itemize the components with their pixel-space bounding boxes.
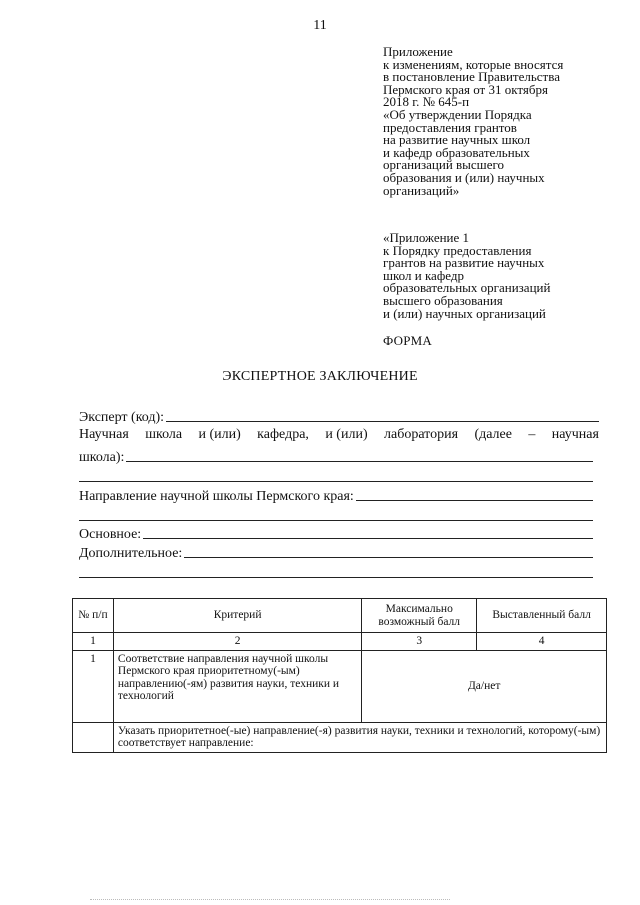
note-number-cell: [73, 722, 114, 752]
school-label-line: [79, 427, 599, 443]
school-word: научная: [551, 427, 599, 442]
appendix-line: организаций»: [383, 182, 460, 198]
school-word: и (или): [198, 427, 241, 442]
appendix-header: [383, 46, 633, 197]
appendix-line: в постановление Правительства: [383, 69, 560, 85]
school-word: Научная: [79, 427, 129, 442]
column-number: 1: [73, 633, 114, 651]
table-column-number-row: [73, 633, 607, 651]
appendix-line: на развитие научных школ: [383, 132, 531, 148]
appendix-line: к изменениям, которые вносятся: [383, 56, 564, 72]
row-number: 1: [73, 650, 114, 722]
expert-input-line[interactable]: [166, 420, 599, 422]
school-word: лаборатория: [384, 427, 459, 442]
direction-input-line[interactable]: [356, 499, 593, 501]
direction-extra-line[interactable]: [79, 520, 593, 521]
additional-direction-label: Дополнительное:: [79, 546, 183, 561]
column-number: 2: [113, 633, 361, 651]
criteria-table: [72, 598, 607, 753]
sub-appendix-header: [383, 232, 633, 320]
appendix-line: «Об утверждении Порядка: [383, 106, 532, 122]
header-max-score: Максимально возможный балл: [362, 599, 477, 633]
direction-label: Направление научной школы Пермского края:: [79, 489, 354, 504]
appendix-line: предоставления грантов: [383, 119, 517, 135]
additional-direction-input-line[interactable]: [184, 556, 593, 558]
row-score[interactable]: Да/нет: [362, 650, 607, 722]
row-criterion: Соответствие направления научной школы Пермского края приоритетному(-ым) направлению(-ям) развития науки, техники и технологий: [113, 650, 361, 722]
school-word: школа: [145, 427, 183, 442]
header-given-score: Выставленный балл: [477, 599, 607, 633]
sub-appendix-line: к Порядку предоставления: [383, 242, 532, 258]
document-title: ЭКСПЕРТНОЕ ЗАКЛЮЧЕНИЕ: [222, 369, 418, 384]
school-word: –: [528, 427, 536, 442]
expert-field: [79, 406, 599, 426]
table-row: [73, 650, 607, 722]
school-field: [79, 446, 593, 466]
sub-appendix-line: образовательных организаций: [383, 280, 551, 296]
main-direction-label: Основное:: [79, 527, 142, 542]
additional-extra-line[interactable]: [79, 577, 593, 578]
main-direction-field: [79, 523, 593, 543]
appendix-line: организаций высшего: [383, 157, 504, 173]
header-criterion: Критерий: [113, 599, 361, 633]
appendix-line: Пермского края от 31 октября: [383, 81, 548, 97]
sub-appendix-line: «Приложение 1: [383, 230, 470, 245]
appendix-line: Приложение: [383, 44, 453, 59]
sub-appendix-line: высшего образования: [383, 292, 503, 308]
school-label: школа):: [79, 450, 125, 465]
scan-artifact: [90, 899, 450, 902]
header-number: № п/п: [73, 599, 114, 633]
additional-direction-field: [79, 542, 593, 562]
sub-appendix-line: школ и кафедр: [383, 267, 464, 283]
main-direction-input-line[interactable]: [143, 537, 593, 539]
expert-label: Эксперт (код):: [79, 410, 165, 425]
form-label: ФОРМА: [383, 333, 432, 348]
school-extra-line[interactable]: [79, 481, 593, 482]
school-word: (далее: [474, 427, 512, 442]
sub-appendix-line: грантов на развитие научных: [383, 255, 545, 271]
school-word: и (или): [325, 427, 368, 442]
school-word: кафедра,: [257, 427, 309, 442]
sub-appendix-line: и (или) научных организаций: [383, 305, 546, 321]
school-input-line[interactable]: [126, 460, 593, 462]
row-note[interactable]: Указать приоритетное(-ые) направление(-я) развития науки, техники и технологий, которому(-ым) соответствует направление:: [113, 722, 606, 752]
appendix-line: и кафедр образовательных: [383, 144, 530, 160]
table-header-row: [73, 599, 607, 633]
appendix-line: 2018 г. № 645-п: [383, 94, 470, 110]
table-note-row: [73, 722, 607, 752]
column-number: 4: [477, 633, 607, 651]
column-number: 3: [362, 633, 477, 651]
appendix-line: образования и (или) научных: [383, 169, 545, 185]
direction-field: [79, 485, 593, 505]
page-number: 11: [313, 18, 327, 33]
